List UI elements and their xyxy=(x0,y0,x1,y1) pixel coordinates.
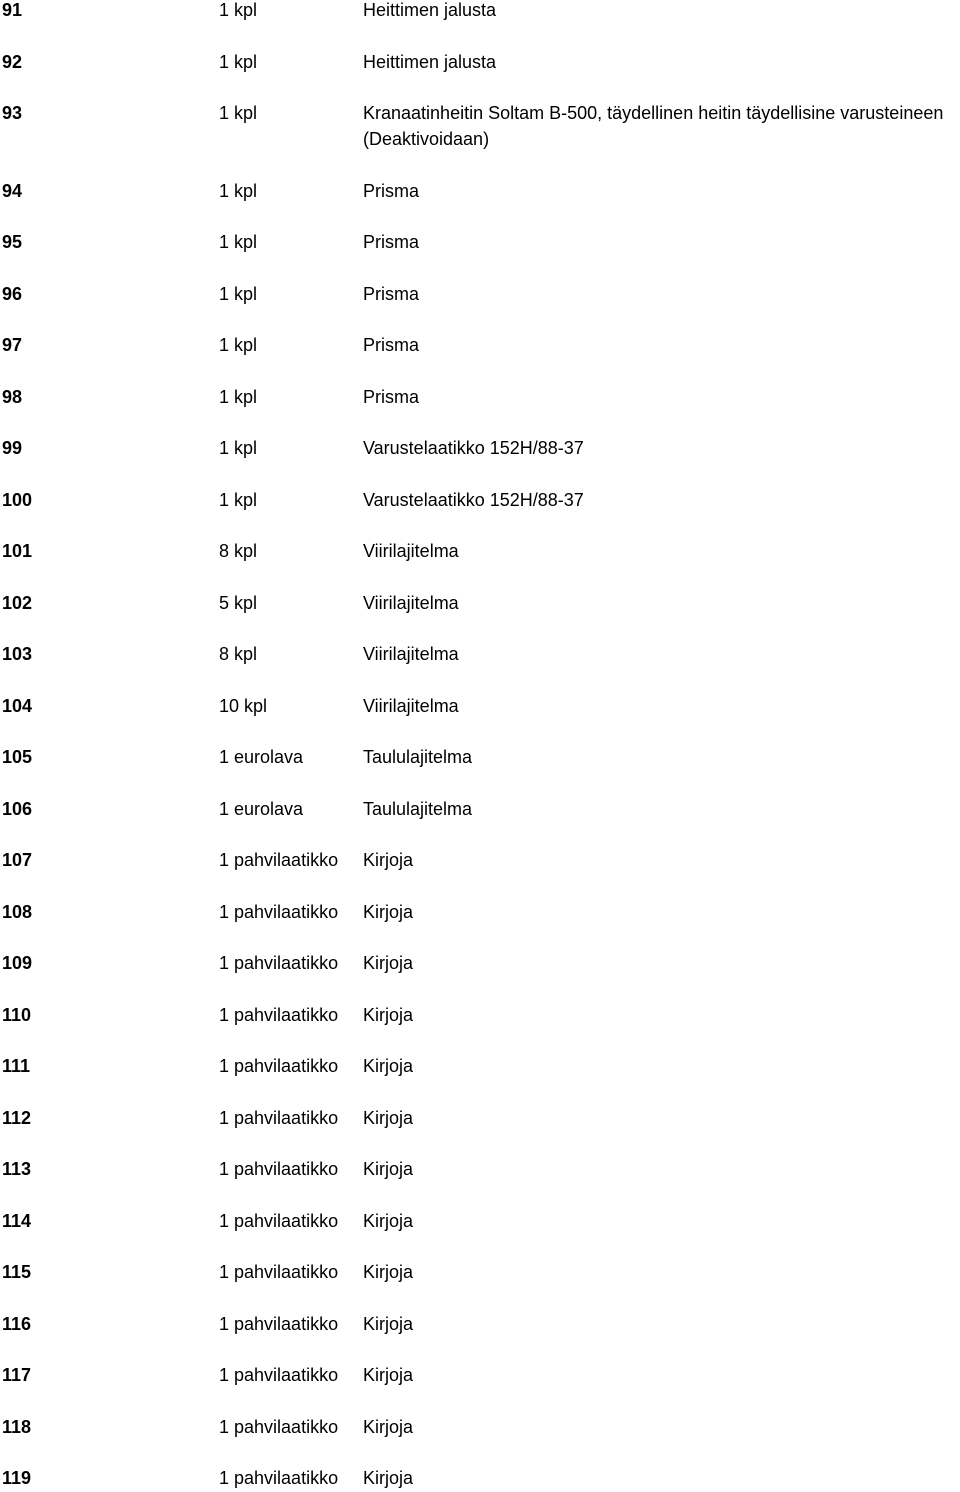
item-number: 91 xyxy=(2,0,23,20)
item-description-line: Kirjoja xyxy=(363,1468,414,1488)
item-quantity: 1 eurolava xyxy=(219,747,304,767)
item-description xyxy=(363,744,960,770)
item-quantity: 1 pahvilaatikko xyxy=(219,953,339,973)
item-number: 104 xyxy=(2,695,33,716)
item-number: 100 xyxy=(2,489,33,510)
item-number: 112 xyxy=(2,1107,32,1128)
item-number: 117 xyxy=(2,1365,32,1385)
item-description xyxy=(363,950,960,976)
item-description-line: Kirjoja xyxy=(363,1416,414,1437)
item-description-line: Kirjoja xyxy=(363,1210,414,1231)
item-description-line: Prisma xyxy=(363,335,420,355)
item-quantity: 1 pahvilaatikko xyxy=(219,1313,339,1334)
item-description xyxy=(363,1362,960,1388)
item-description-line: Kranaatinheitin Soltam B-500, täydellinen heitin täydellisine varusteineen xyxy=(363,103,944,123)
item-quantity: 1 pahvilaatikko xyxy=(219,1468,339,1488)
item-description-line: Viirilajitelma xyxy=(363,644,459,664)
item-description-line: Kirjoja xyxy=(363,1159,414,1179)
item-quantity: 1 pahvilaatikko xyxy=(219,1262,339,1282)
item-number: 113 xyxy=(2,1159,32,1179)
item-number: 96 xyxy=(2,283,23,304)
item-number: 101 xyxy=(2,541,33,561)
item-description xyxy=(363,1311,960,1337)
item-description xyxy=(363,538,960,564)
item-number: 108 xyxy=(2,901,33,922)
item-quantity: 1 kpl xyxy=(219,386,258,407)
item-quantity: 1 kpl xyxy=(219,232,258,252)
item-description-line: Viirilajitelma xyxy=(363,695,459,716)
item-quantity: 8 kpl xyxy=(219,644,258,664)
item-description xyxy=(363,899,960,925)
item-number: 111 xyxy=(2,1056,31,1076)
item-quantity: 1 pahvilaatikko xyxy=(219,1159,339,1179)
item-number: 109 xyxy=(2,953,33,973)
item-description-line: Prisma xyxy=(363,180,420,201)
item-number: 119 xyxy=(2,1468,32,1488)
item-description xyxy=(363,384,960,410)
item-quantity: 1 pahvilaatikko xyxy=(219,901,339,922)
item-quantity: 1 pahvilaatikko xyxy=(219,1365,339,1385)
item-description-line: Kirjoja xyxy=(363,1313,414,1334)
item-number: 103 xyxy=(2,644,33,664)
item-number: 94 xyxy=(2,180,23,201)
item-description xyxy=(363,590,960,616)
item-quantity: 1 kpl xyxy=(219,0,258,20)
item-description xyxy=(363,1465,960,1491)
item-description-line: Taululajitelma xyxy=(363,798,473,819)
item-number: 98 xyxy=(2,386,23,407)
item-description-line: Kirjoja xyxy=(363,1262,414,1282)
item-description-line: Kirjoja xyxy=(363,850,414,870)
item-quantity: 1 kpl xyxy=(219,51,258,72)
item-number: 97 xyxy=(2,335,23,355)
item-number: 118 xyxy=(2,1416,32,1437)
item-description-line: Heittimen jalusta xyxy=(363,0,497,20)
item-description xyxy=(363,693,960,719)
item-number: 107 xyxy=(2,850,33,870)
item-description xyxy=(363,281,960,307)
item-description xyxy=(363,1208,960,1234)
item-quantity: 1 kpl xyxy=(219,180,258,201)
item-number: 116 xyxy=(2,1313,32,1334)
item-quantity: 10 kpl xyxy=(219,695,268,716)
item-quantity: 1 pahvilaatikko xyxy=(219,1210,339,1231)
item-quantity: 1 kpl xyxy=(219,283,258,304)
item-description-line: Prisma xyxy=(363,283,420,304)
item-quantity: 1 kpl xyxy=(219,489,258,510)
item-description xyxy=(363,178,960,204)
item-description-line: Kirjoja xyxy=(363,1107,414,1128)
item-description-line: Heittimen jalusta xyxy=(363,51,497,72)
item-description-line: Prisma xyxy=(363,232,420,252)
item-number: 92 xyxy=(2,51,23,72)
item-number: 115 xyxy=(2,1262,32,1282)
item-description-line: Kirjoja xyxy=(363,1056,414,1076)
item-description xyxy=(363,1002,960,1028)
item-description xyxy=(363,847,960,873)
item-quantity: 1 pahvilaatikko xyxy=(219,850,339,870)
item-number: 95 xyxy=(2,232,23,252)
item-number: 99 xyxy=(2,438,23,458)
item-quantity: 1 eurolava xyxy=(219,798,304,819)
item-description-line: Kirjoja xyxy=(363,1365,414,1385)
item-quantity: 1 pahvilaatikko xyxy=(219,1056,339,1076)
item-quantity: 1 kpl xyxy=(219,438,258,458)
item-description xyxy=(363,641,960,667)
item-number: 106 xyxy=(2,798,33,819)
item-description-line: Viirilajitelma xyxy=(363,592,459,613)
item-description xyxy=(363,487,960,513)
item-description-line: Viirilajitelma xyxy=(363,541,459,561)
item-description xyxy=(363,1053,960,1079)
item-description-line: Varustelaatikko 152H/88-37 xyxy=(363,489,584,510)
item-description xyxy=(363,1259,960,1285)
item-description-line: Kirjoja xyxy=(363,1004,414,1025)
item-quantity: 1 pahvilaatikko xyxy=(219,1004,339,1025)
item-quantity: 1 kpl xyxy=(219,335,258,355)
item-description-line: Kirjoja xyxy=(363,953,414,973)
item-number: 105 xyxy=(2,747,33,767)
item-description xyxy=(363,1156,960,1182)
item-description xyxy=(363,1105,960,1131)
item-description xyxy=(363,100,960,152)
item-description xyxy=(363,1414,960,1440)
item-quantity: 1 pahvilaatikko xyxy=(219,1107,339,1128)
item-description xyxy=(363,0,960,23)
item-description-line: Kirjoja xyxy=(363,901,414,922)
item-quantity: 8 kpl xyxy=(219,541,258,561)
item-description xyxy=(363,229,960,255)
item-description-line: Varustelaatikko 152H/88-37 xyxy=(363,438,584,458)
item-description xyxy=(363,796,960,822)
item-quantity: 1 pahvilaatikko xyxy=(219,1416,339,1437)
item-quantity: 1 kpl xyxy=(219,103,258,123)
item-description xyxy=(363,49,960,75)
item-number: 102 xyxy=(2,592,33,613)
item-number: 110 xyxy=(2,1004,32,1025)
item-number: 114 xyxy=(2,1210,32,1231)
item-description xyxy=(363,435,960,461)
item-number: 93 xyxy=(2,103,23,123)
item-description-line: Prisma xyxy=(363,386,420,407)
item-quantity: 5 kpl xyxy=(219,592,258,613)
item-description-line: (Deaktivoidaan) xyxy=(363,129,490,149)
item-description-line: Taululajitelma xyxy=(363,747,473,767)
item-description xyxy=(363,332,960,358)
